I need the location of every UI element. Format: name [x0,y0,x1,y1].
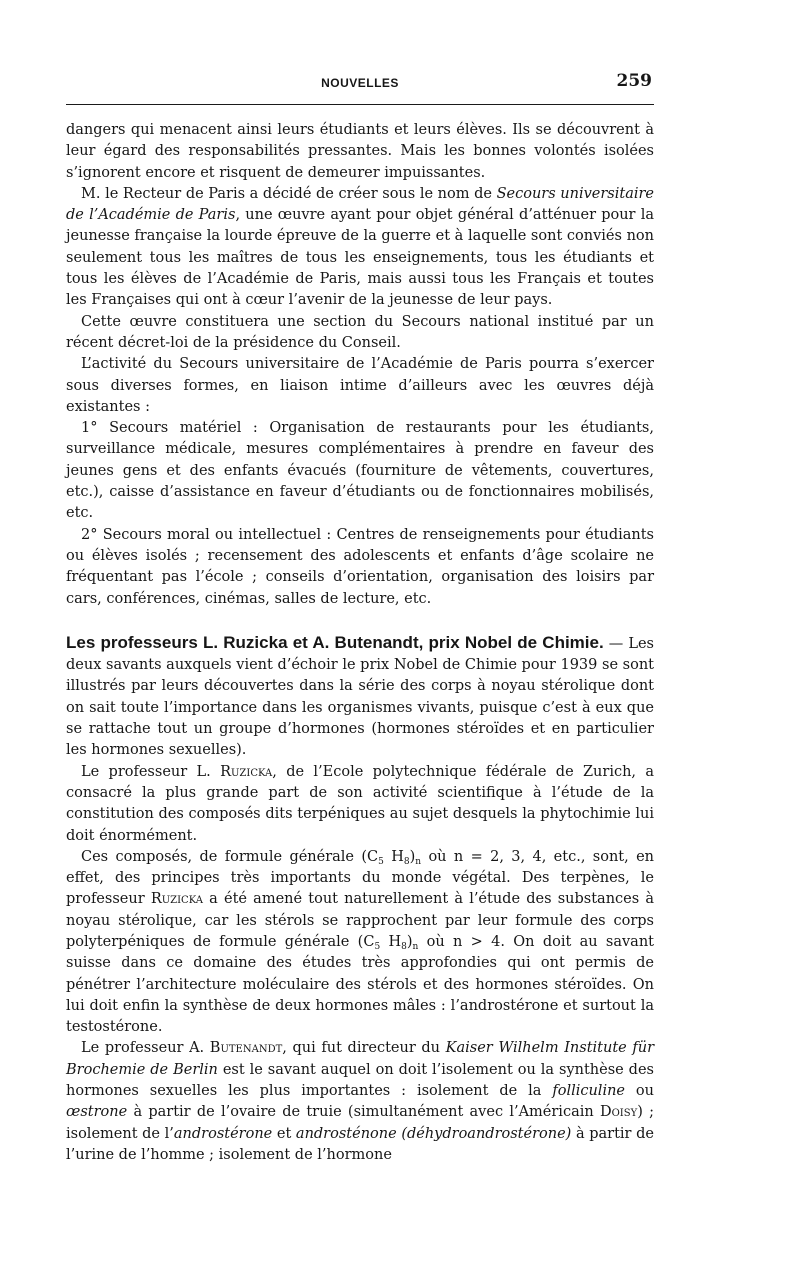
section-headline: Les professeurs L. Ruzicka et A. Butenandt, prix Nobel de Chimie. [66,632,604,652]
running-header [66,68,654,98]
italic-term: androsténone (déhydroandrostérone) [295,1125,572,1142]
person-name: Butenandt [209,1040,283,1057]
section-gap [66,610,654,632]
secours-universitaire-section [66,120,654,610]
paragraph: L’activité du Secours universitaire de l’Académie de Paris pourra s’exercer sous diverses formes, en liaison intime d’ailleurs avec les œuvres déjà existantes : [66,356,654,415]
paragraph: Le professeur L. Ruzicka, de l’Ecole polytechnique fédérale de Zurich, a consacré la plus grande part de son activité scientifique à l’étude de la constitution des composés dits terpéniques au sujet desquels la phytochimie lui doit énormément. [66,763,655,844]
person-name: Ruzicka [220,763,273,780]
italic-term: œstrone [66,1104,128,1121]
paragraph: dangers qui menacent ainsi leurs étudiants et leurs élèves. Ils se découvrent à leur égard des responsabilités pressantes. Mais les bonnes volontés isolées s’ignorent encore et risquent de demeurer impuissantes. [66,122,654,181]
italic-term: Secours universitaire de l’Académie de Paris [66,185,654,224]
header-title: NOUVELLES [321,76,399,90]
italic-term: Kaiser Wilhelm Institute für Brochemie de Berlin [66,1040,654,1078]
paragraph: Le professeur A. Butenandt, qui fut directeur du Kaiser Wilhelm Institute für Brochemie de Berlin est le savant auquel on doit l’isolement ou la synthèse des hormones sexuelles les plus importantes : isolement de la folliculine ou œstrone à partir de l’ovaire de truie (simultanément avec l’Américain Doisy) ; isolement de l’androstérone et androsténone (déhydroandrostérone) à partir de l’urine de l’homme ; isolement de l’hormone [66,1040,654,1163]
list-paragraph: 1° Secours matériel : Organisation de restaurants pour les étudiants, surveillance médicale, mesures complémentaires à prendre en faveur des jeunes gens et des enfants évacués (fourniture de vêtements, couvertures, etc.), caisse d’assistance en faveur d’étudiants ou de fonctionnaires mobilisés, etc. [66,420,654,522]
person-name: Doisy [599,1104,638,1121]
header-rule [66,104,654,105]
paragraph: Ces composés, de formule générale ($C_5$ $H_8)_n$ où n = 2, 3, 4, etc., sont, en effet, des principes très importants du monde végétal. Des terpènes, le professeur Ruzicka a été amené tout naturellement à l’étude des substances à noyau stérolique, car les stérols se rapprochent par leur formule des corps polyterpéniques de formule générale ($C_5$ $H_8)_n$ où n > 4. On doit au savant suisse dans ce domaine des études très approfondies qui ont permis de pénétrer l’architecture moléculaire des stérols et des hormones stéroïdes. On lui doit enfin la synthèse de deux hormones mâles : l’androstérone et surtout la testostérone. [66,848,655,1036]
list-paragraph: 2° Secours moral ou intellectuel : Centres de renseignements pour étudiants ou élèves isolés ; recensement des adolescents et enfants d’âge scolaire ne fréquentant pas l’école ; conseils d’orientation, organisation des loisirs par cars, conférences, cinémas, salles de lecture, etc. [66,526,654,607]
nobel-section [66,632,654,1166]
person-name: Ruzicka [150,891,203,908]
page-number: 259 [616,71,652,91]
paragraph: Les professeurs L. Ruzicka et A. Butenandt, prix Nobel de Chimie. — Les deux savants auxquels vient d’échoir le prix Nobel de Chimie pour 1939 se sont illustrés par leurs découvertes dans la série des corps à noyau stérolique dont on sait toute l’importance dans les organismes vivants, puisque c’est à eux que se rattache tout un groupe d’hormones (hormones stéroïdes et en particulier les hormones sexuelles). [66,632,654,759]
paragraph: M. le Recteur de Paris a décidé de créer sous le nom de Secours universitaire de l’Académie de Paris, une œuvre ayant pour objet général d’atténuer pour la jeunesse française la lourde épreuve de la guerre et à laquelle sont conviés non seulement tous les maîtres de tous les enseignements, tous les étudiants et tous les élèves de l’Académie de Paris, mais aussi tous les Français et toutes les Françaises qui ont à cœur l’avenir de la jeunesse de leur pays. [66,185,654,309]
article-body [66,120,654,1166]
paragraph: Cette œuvre constituera une section du Secours national institué par un récent décret-loi de la présidence du Conseil. [66,313,654,351]
italic-term: folliculine [552,1083,626,1100]
italic-term: androstérone [173,1125,273,1142]
